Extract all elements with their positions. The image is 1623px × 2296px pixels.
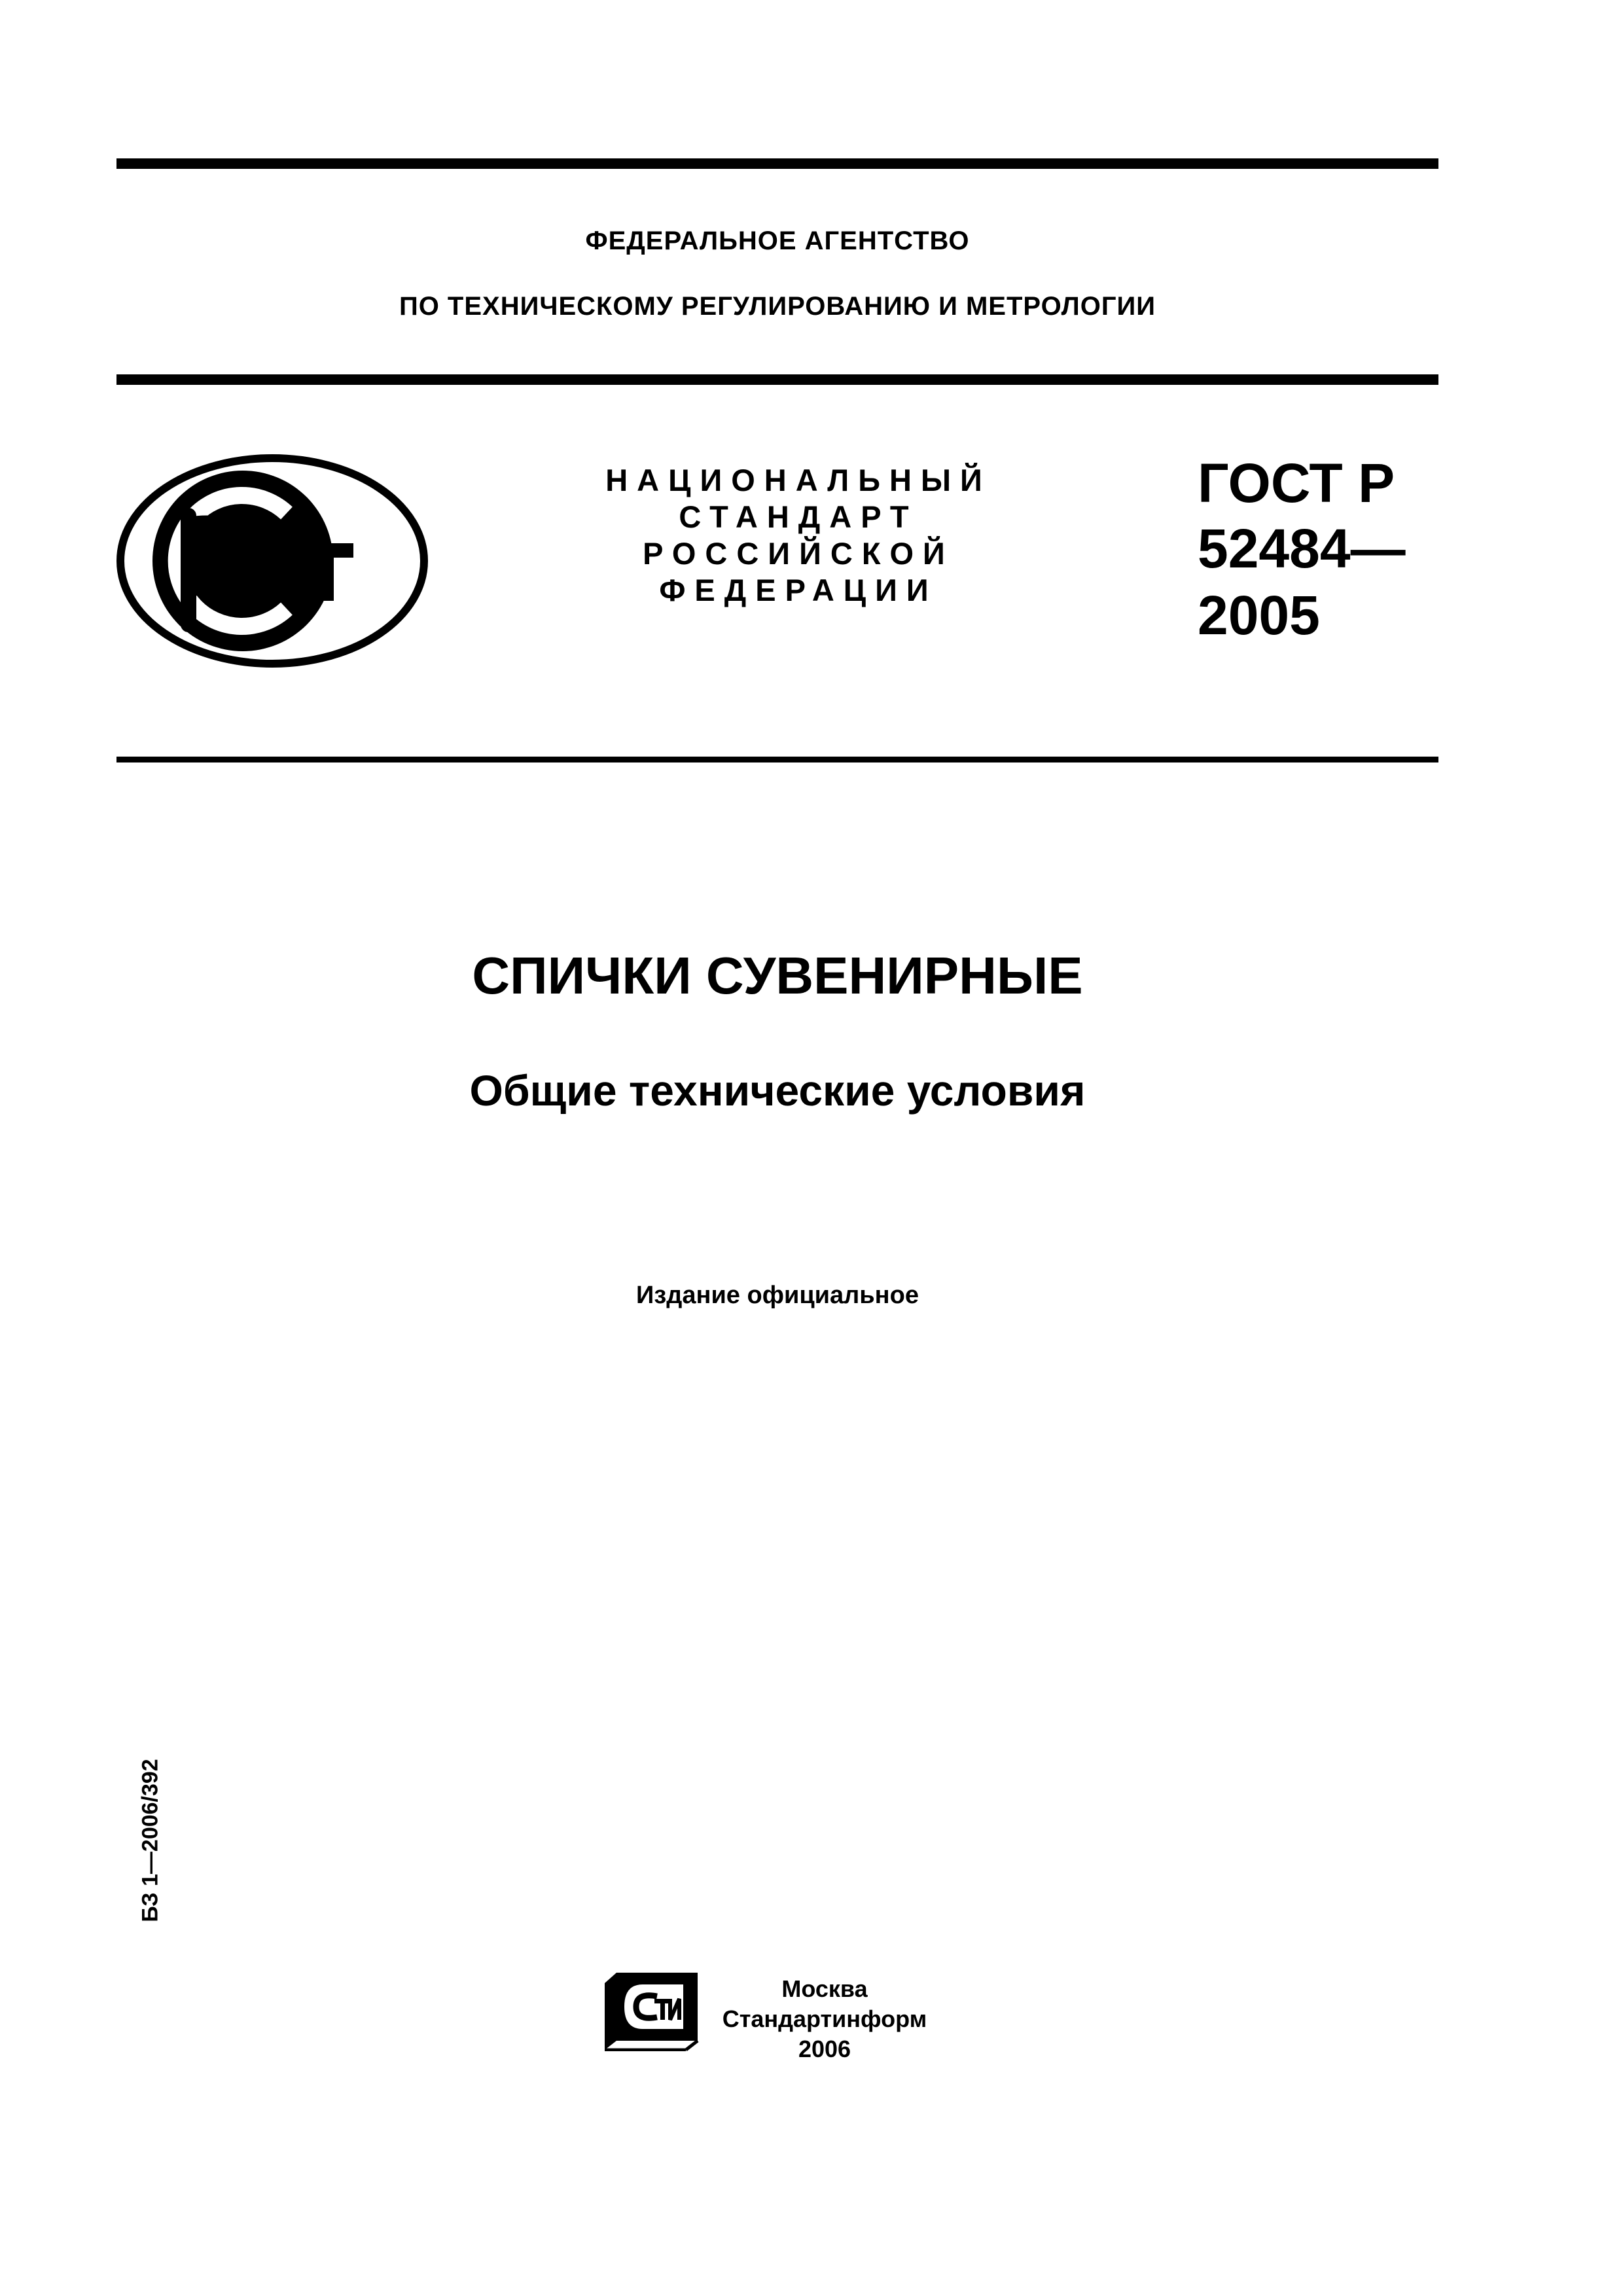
national-standard-line-1: НАЦИОНАЛЬНЫЙ: [605, 463, 991, 497]
national-standard-line-2: СТАНДАРТ: [679, 499, 918, 534]
gost-designation-line-3: 2005: [1198, 584, 1320, 646]
document-title: СПИЧКИ СУВЕНИРНЫЕ: [472, 946, 1083, 1005]
edition-note: Издание официальное: [636, 1282, 919, 1309]
publisher-city: Москва: [781, 1975, 868, 2002]
standartinform-logo-icon: [602, 1969, 700, 2051]
national-standard-line-3: РОССИЙСКОЙ: [643, 536, 954, 571]
publisher-name: Стандартинформ: [722, 2005, 927, 2032]
national-standard-line-4: ФЕДЕРАЦИИ: [659, 573, 938, 607]
header-bottom-rule: [116, 757, 1438, 762]
agency-name-line-2: ПО ТЕХНИЧЕСКОМУ РЕГУЛИРОВАНИЮ И МЕТРОЛОГИИ: [399, 292, 1156, 321]
pct-certification-mark-icon: [115, 453, 429, 669]
agency-name-line-1: ФЕДЕРАЛЬНОЕ АГЕНТСТВО: [585, 226, 970, 255]
agency-bottom-rule: [116, 374, 1438, 385]
top-rule: [116, 158, 1438, 169]
document-subtitle: Общие технические условия: [469, 1066, 1086, 1115]
gost-designation-line-1: ГОСТ Р: [1198, 452, 1395, 514]
publication-year: 2006: [798, 2036, 851, 2062]
side-catalog-code: БЗ 1—2006/392: [137, 1759, 163, 1922]
gost-designation-line-2: 52484—: [1198, 518, 1406, 579]
